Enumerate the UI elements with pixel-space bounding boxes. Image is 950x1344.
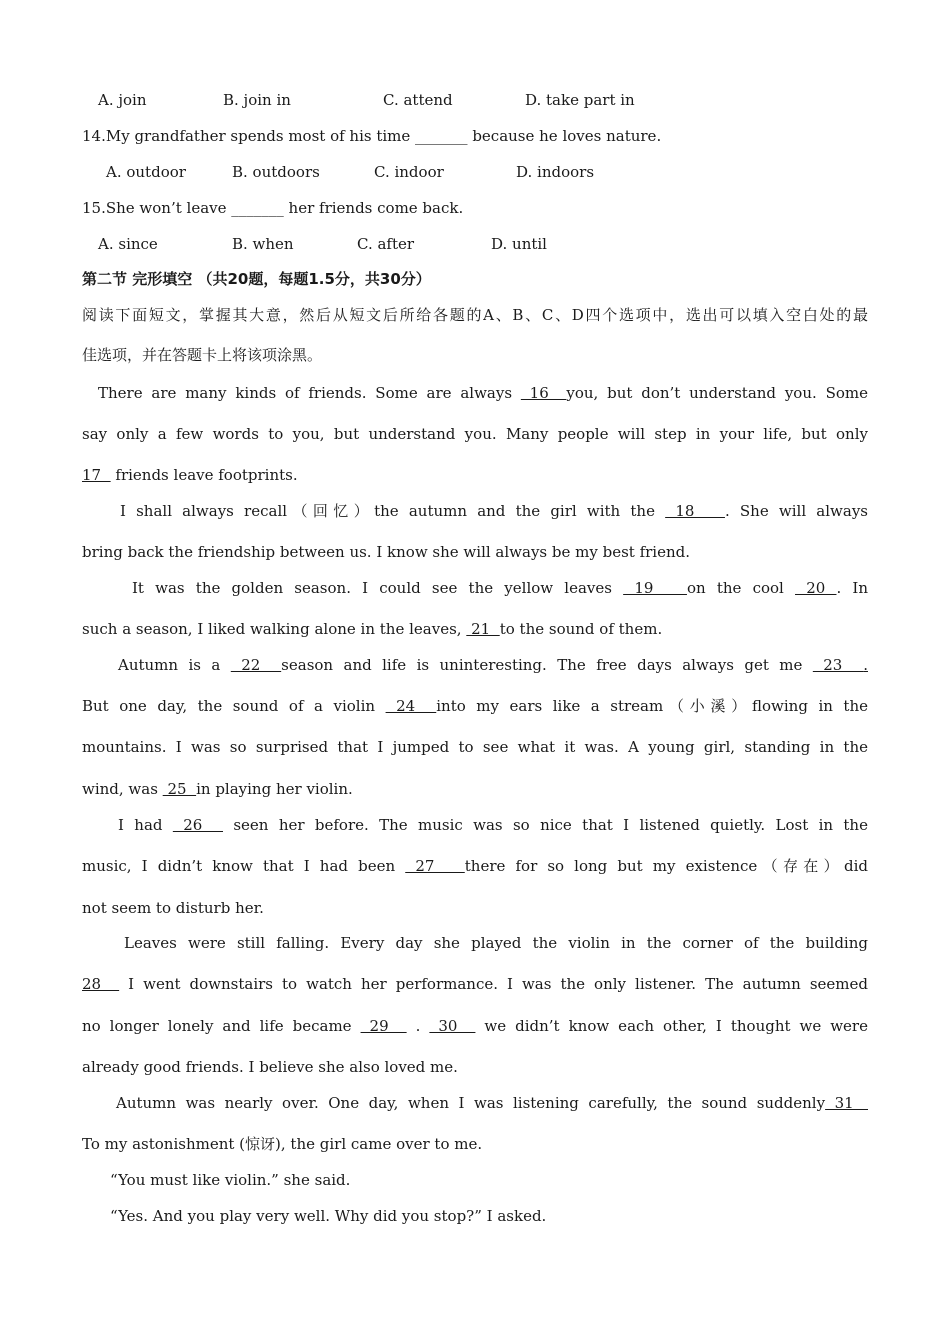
passage-line: 28 I went downstairs to watch her performance. I was the only listener. The autumn seemed bbox=[82, 975, 868, 993]
passage-line: no longer lonely and life became 29 . 30 we didn’t know each other, I thought we were bbox=[82, 1017, 868, 1035]
q13-option-c: C. attend bbox=[383, 91, 453, 109]
blank-25: 25 bbox=[162, 780, 197, 798]
q14-option-d: D. indoors bbox=[516, 163, 595, 181]
passage-line: To my astonishment (惊讶), the girl came over to me. bbox=[82, 1135, 483, 1153]
blank-16: 16 bbox=[520, 384, 567, 402]
blank-26: 26 bbox=[172, 816, 223, 834]
passage-line: I had 26 seen her before. The music was so nice that I listened quietly. Lost in the bbox=[118, 816, 868, 834]
passage-line: mountains. I was so surprised that I jumped to see what it was. A young girl, standing in the bbox=[82, 738, 868, 756]
passage-line: Autumn was nearly over. One day, when I was listening carefully, the sound suddenly 31 bbox=[116, 1094, 868, 1112]
passage-line: such a season, I liked walking alone in the leaves, 21 to the sound of them. bbox=[82, 620, 663, 638]
blank-23: 23 bbox=[812, 656, 864, 674]
passage-line: bring back the friendship between us. I know she will always be my best friend. bbox=[82, 543, 691, 561]
q14-option-a: A. outdoor bbox=[106, 163, 186, 181]
passage-line: “You must like violin.” she said. bbox=[110, 1171, 351, 1189]
section-title: 第二节 完形填空 （共20题，每题1.5分，共30分） bbox=[82, 270, 431, 288]
q15-stem: 15.She won’t leave _______ her friends come back. bbox=[82, 199, 464, 217]
passage-line: But one day, the sound of a violin 24 into my ears like a stream（小溪）flowing in the bbox=[82, 697, 868, 715]
blank-22: 22 bbox=[230, 656, 282, 674]
blank-17: 17 bbox=[82, 466, 111, 484]
passage-line: wind, was 25 in playing her violin. bbox=[82, 780, 353, 798]
blank-18: 18 bbox=[665, 502, 725, 520]
q13-option-a: A. join bbox=[98, 91, 147, 109]
q15-option-d: D. until bbox=[491, 235, 547, 253]
passage-line: already good friends. I believe she also loved me. bbox=[82, 1058, 458, 1076]
q13-option-b: B. join in bbox=[223, 91, 291, 109]
blank-27: 27 bbox=[405, 857, 465, 875]
q15-option-b: B. when bbox=[232, 235, 294, 253]
passage-line: 17 friends leave footprints. bbox=[82, 466, 298, 484]
q15-option-a: A. since bbox=[98, 235, 158, 253]
passage-line: “Yes. And you play very well. Why did you stop?” I asked. bbox=[110, 1207, 547, 1225]
blank-28: 28 bbox=[82, 975, 120, 993]
q14-stem: 14.My grandfather spends most of his time _______ because he loves nature. bbox=[82, 127, 662, 145]
blank-30: 30 bbox=[429, 1017, 476, 1035]
q13-option-d: D. take part in bbox=[525, 91, 635, 109]
blank-20: 20 bbox=[795, 579, 837, 597]
passage-line: Autumn is a 22 season and life is uninteresting. The free days always get me 23 . bbox=[118, 656, 868, 674]
passage-line: There are many kinds of friends. Some are always 16 you, but don’t understand you. Some bbox=[98, 384, 868, 402]
instructions-line-1: 阅读下面短文，掌握其大意，然后从短文后所给各题的A、B、C、D四个选项中，选出可以填入空白处的最 bbox=[82, 306, 868, 324]
passage-line: It was the golden season. I could see the yellow leaves 19 on the cool 20 . In bbox=[132, 579, 869, 597]
passage-line: not seem to disturb her. bbox=[82, 899, 264, 917]
blank-24: 24 bbox=[385, 697, 437, 715]
blank-29: 29 bbox=[360, 1017, 407, 1035]
q14-option-b: B. outdoors bbox=[232, 163, 320, 181]
passage-line: music, I didn’t know that I had been 27 there for so long but my existence（存在）did bbox=[82, 857, 868, 875]
q14-option-c: C. indoor bbox=[374, 163, 444, 181]
q15-option-c: C. after bbox=[357, 235, 415, 253]
blank-21: 21 bbox=[466, 620, 500, 638]
instructions-line-2: 佳选项，并在答题卡上将该项涂黑。 bbox=[82, 346, 323, 364]
passage-line: I shall always recall（回忆）the autumn and the girl with the 18 . She will always bbox=[120, 502, 869, 520]
blank-19: 19 bbox=[623, 579, 687, 597]
passage-line: Leaves were still falling. Every day she played the violin in the corner of the building bbox=[124, 934, 868, 952]
passage-line: say only a few words to you, but understand you. Many people will step in your life, but only bbox=[82, 425, 868, 443]
blank-31: 31 bbox=[825, 1094, 868, 1112]
